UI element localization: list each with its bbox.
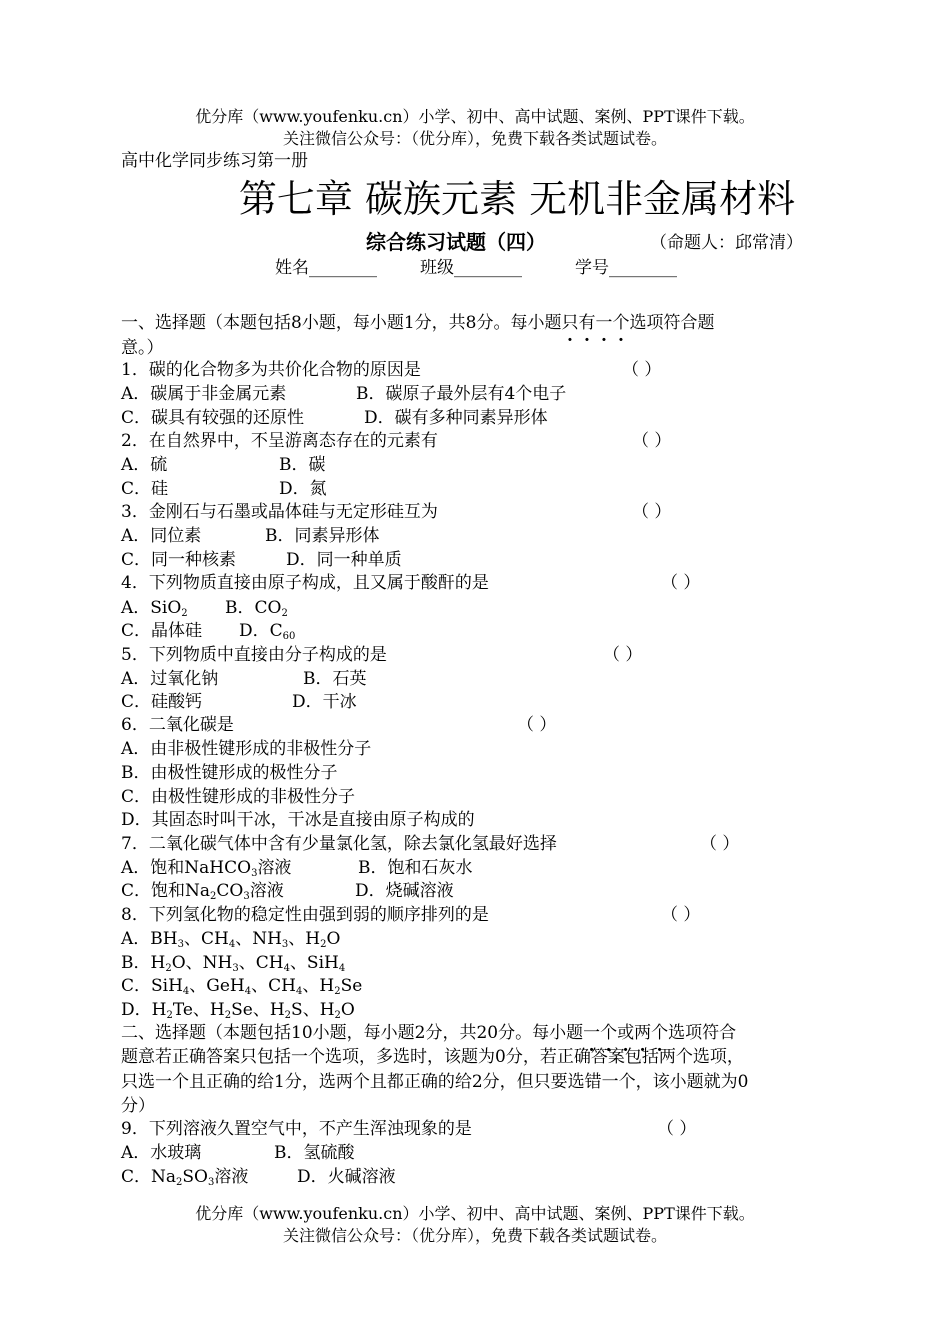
section2-intro-a: 二、选择题（本题包括10小题，每小题2分，共20分。每小题	[121, 1023, 584, 1043]
option-c: C．由极性键形成的非极性分子	[121, 787, 356, 807]
question-stem: 6．二氧化碳是	[121, 715, 234, 735]
answer-blank[interactable]: （ ）	[657, 1119, 697, 1139]
option-b: B．$CO_2$	[225, 598, 288, 619]
section1-intro	[121, 312, 714, 334]
question-stem: 9．下列溶液久置空气中，不产生浑浊现象的是	[121, 1119, 472, 1139]
question-stem: 8．下列氢化物的稳定性由强到弱的顺序排列的是	[121, 905, 489, 925]
option-d: D．碳有多种同素异形体	[364, 408, 548, 428]
option-a: A．同位素	[121, 526, 202, 546]
section2-intro-b: 选项符合	[668, 1023, 737, 1043]
section1-intro-c: 意。）	[121, 338, 164, 358]
option-b: B．同素异形体	[265, 526, 380, 546]
question-stem: 3．金刚石与石墨或晶体硅与无定形硅互为	[121, 502, 438, 522]
section2-line-4: 分）	[121, 1096, 155, 1116]
answer-blank[interactable]: （ ）	[622, 360, 662, 380]
option-d: D．其固态时叫干冰，干冰是直接由原子构成的	[121, 810, 475, 830]
class-field[interactable]: 班级________	[420, 258, 522, 278]
option-a: A．碳属于非金属元素	[121, 384, 287, 404]
emphasis-char: 个	[612, 313, 630, 333]
option-a: A．过氧化钠	[121, 669, 219, 689]
option-b: B．碳原子最外层有4个电子	[356, 384, 567, 404]
option-b: B．氢硫酸	[274, 1143, 355, 1163]
answer-blank[interactable]: （ ）	[517, 715, 557, 735]
student-number-field[interactable]: 学号________	[575, 258, 677, 278]
section2-line-2: 题意若正确答案只包括一个选项，多选时，该题为0分，若正确答案包括两个选项，	[121, 1047, 744, 1067]
emphasis-char: 有	[578, 313, 596, 333]
emphasis-char: 个	[600, 1023, 618, 1043]
section2-intro	[121, 1022, 736, 1044]
page-subtitle: 综合练习试题（四）	[366, 230, 546, 254]
answer-blank[interactable]: （ ）	[661, 905, 701, 925]
section1-intro-b: 选项符合题	[629, 313, 715, 333]
footer-line-2: 关注微信公众号：（优分库），免费下载各类试题试卷。	[282, 1226, 667, 1245]
question-stem: 2．在自然界中，不呈游离态存在的元素有	[121, 431, 438, 451]
option-b: B．饱和石灰水	[358, 858, 473, 878]
section2-line-3: 只选一个且正确的给1分，选两个且都正确的给2分，但只要选错一个，该小题就为0	[121, 1072, 749, 1092]
option-d: D．同一种单质	[286, 550, 402, 570]
option-c: C．硅酸钙	[121, 692, 203, 712]
option-b: B．$H_2O$、$NH_3$、$CH_4$、SiH$_4$	[121, 953, 346, 974]
option-d: D．氮	[279, 479, 327, 499]
answer-blank[interactable]: （ ）	[632, 431, 672, 451]
header-line-2: 关注微信公众号：（优分库），免费下载各类试题试卷。	[282, 129, 667, 148]
option-d: D．烧碱溶液	[355, 881, 454, 901]
emphasis-char: 两	[634, 1023, 652, 1043]
option-c: C．饱和$Na_2CO_3$溶液	[121, 881, 284, 902]
option-b: B．石英	[303, 669, 367, 689]
emphasis-char: 或	[617, 1023, 635, 1043]
option-b: B．碳	[279, 455, 326, 475]
option-a: A．水玻璃	[121, 1143, 202, 1163]
question-stem: 7．二氧化碳气体中含有少量氯化氢，除去氯化氢最好选择	[121, 834, 557, 854]
option-a: A．SiO$_2$	[121, 598, 188, 619]
emphasis-char: 只	[561, 313, 579, 333]
option-d: D．火碱溶液	[297, 1167, 396, 1187]
question-stem: 5．下列物质中直接由分子构成的是	[121, 645, 387, 665]
header-line-1: 优分库（www.youfenku.cn）小学、初中、高中试题、案例、PPT课件下载。	[195, 107, 755, 126]
option-d: D．干冰	[292, 692, 357, 712]
emphasis-char: 一	[595, 313, 613, 333]
emphasis-char: 个	[651, 1023, 669, 1043]
option-d: D．$C_{60}$	[239, 621, 296, 642]
name-field[interactable]: 姓名________	[275, 258, 377, 278]
option-c: C．硅	[121, 479, 169, 499]
option-b: B．由极性键形成的极性分子	[121, 763, 338, 783]
option-a: A．硫	[121, 455, 168, 475]
option-c: C．晶体硅	[121, 621, 203, 641]
emphasis-char: 一	[583, 1023, 601, 1043]
footer-line-1: 优分库（www.youfenku.cn）小学、初中、高中试题、案例、PPT课件下载。	[195, 1204, 755, 1223]
page-title: 第七章 碳族元素 无机非金属材料	[238, 177, 796, 221]
option-c: C．SiH$_4$、GeH$_4$、$CH_4$、$H_2Se$	[121, 976, 363, 997]
answer-blank[interactable]: （ ）	[700, 834, 740, 854]
option-a: A．$BH_3$、$CH_4$、$NH_3$、$H_2O$	[121, 929, 341, 950]
option-a: A．由非极性键形成的非极性分子	[121, 739, 372, 759]
option-c: C．同一种核素	[121, 550, 237, 570]
option-a: A．饱和NaHCO$_3$溶液	[121, 858, 292, 879]
option-c: C．碳具有较强的还原性	[121, 408, 305, 428]
answer-blank[interactable]: （ ）	[632, 502, 672, 522]
option-c: C．$Na_2SO_3$溶液	[121, 1167, 249, 1188]
option-d: D．$H_2Te$、$H_2Se$、$H_2S$、$H_2O$	[121, 1000, 355, 1021]
answer-blank[interactable]: （ ）	[661, 573, 701, 593]
answer-blank[interactable]: （ ）	[603, 645, 643, 665]
course-label: 高中化学同步练习第一册	[121, 151, 308, 171]
question-stem: 1．碳的化合物多为共价化合物的原因是	[121, 360, 421, 380]
section1-intro-a: 一、选择题（本题包括8小题，每小题1分，共8分。每小题	[121, 313, 562, 333]
question-stem: 4．下列物质直接由原子构成，且又属于酸酐的是	[121, 573, 489, 593]
author-label: （命题人：邱常清）	[650, 233, 803, 253]
